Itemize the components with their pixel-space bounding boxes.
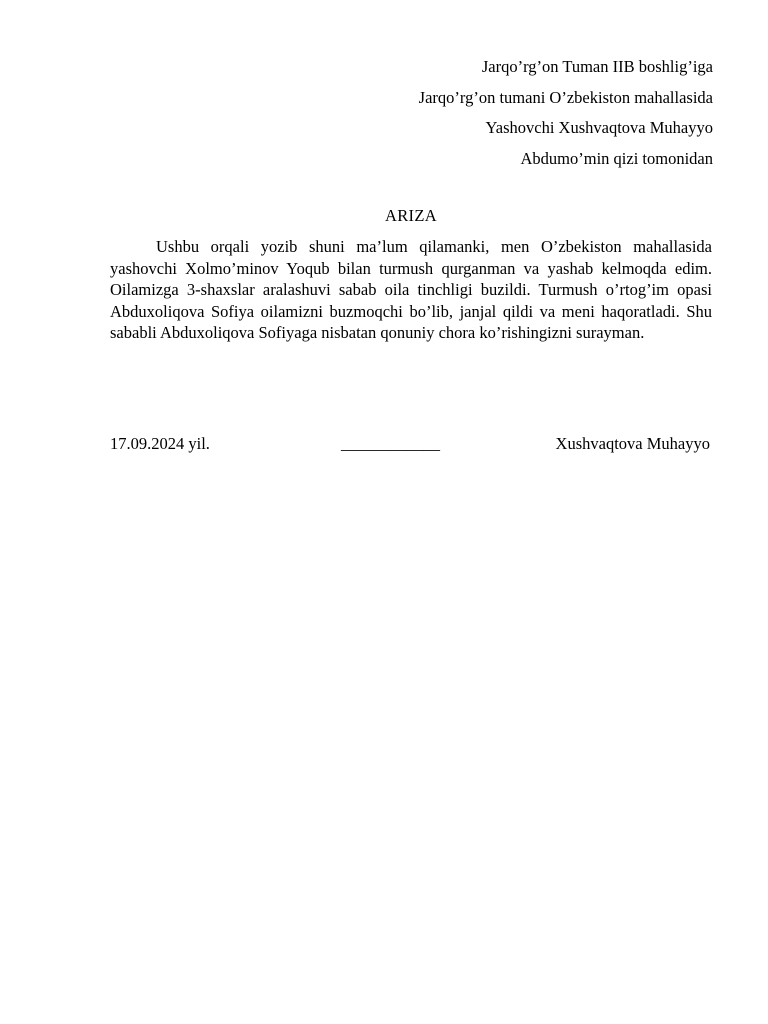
signature-line: ____________ xyxy=(341,434,440,453)
signature-footer xyxy=(110,434,710,458)
addressee-line-1: Jarqo’rg’on Tuman IIB boshlig’iga xyxy=(481,57,713,76)
addressee-line-4: Abdumo’min qizi tomonidan xyxy=(520,148,713,168)
signer-name: Xushvaqtova Muhayyo xyxy=(555,434,710,453)
document-date: 17.09.2024 yil. xyxy=(110,434,210,453)
addressee-block xyxy=(419,52,713,174)
addressee-line-3: Yashovchi Xushvaqtova Muhayyo xyxy=(485,118,713,137)
document-title: ARIZA xyxy=(385,206,437,225)
addressee-line-2: Jarqo’rg’on tumani O’zbekiston mahallasida xyxy=(418,87,713,107)
document-body: Ushbu orqali yozib shuni ma’lum qilamanki, men O’zbekiston mahallasida yashovchi Xolmo’minov Yoqub bilan turmush qurganman va yashab kelmoqda edim. Oilamizga 3-shaxslar aralashuvi sabab oila tinchligi buzildi. Turmush o’rtog’im opasi Abduxoliqova Sofiya oilamizni buzmoqchi bo’lib, janjal qildi va meni haqoratladi. Shu sababli Abduxoliqova Sofiyaga nisbatan qonuniy chora ko’rishingizni surayman. xyxy=(110,237,712,342)
